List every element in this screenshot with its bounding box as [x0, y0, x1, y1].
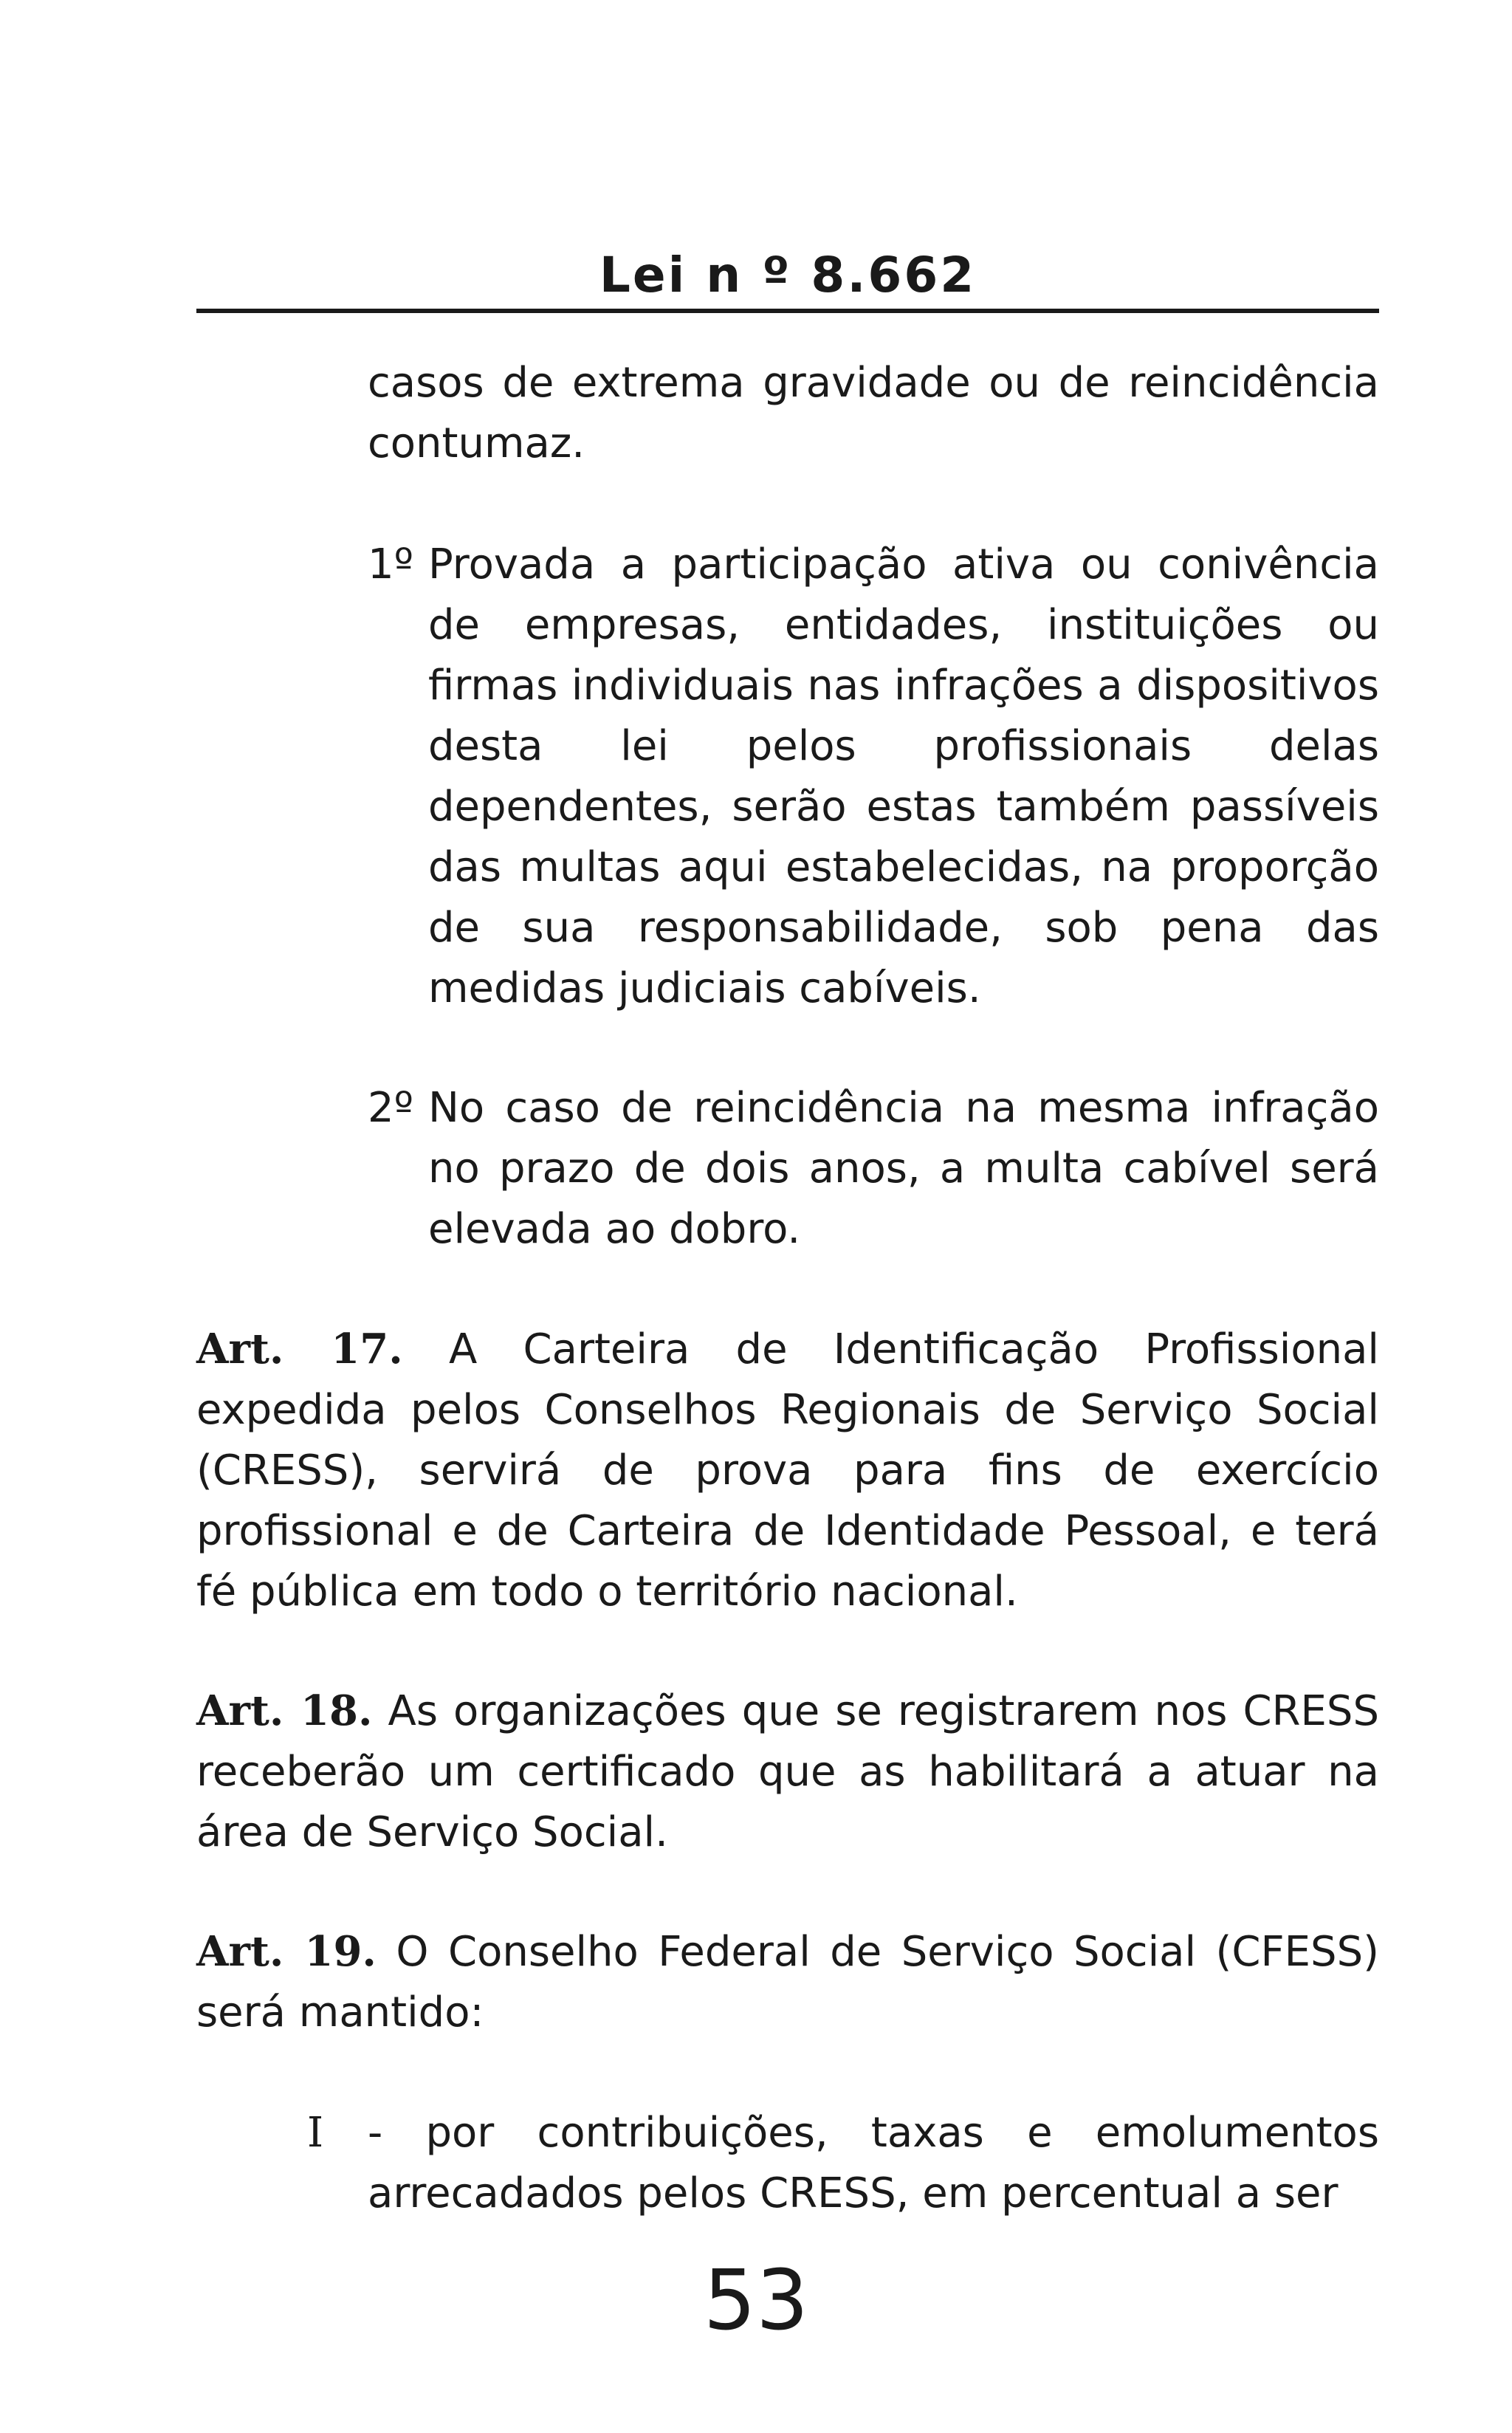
- paragraph-1-text: Provada a participação ativa ou conivência de empresas, entidades, instituições ou firmas individuais nas infrações a dispositivos desta lei pelos profissionais delas dependentes, serão estas também passíveis das multas aqui estabelecidas, na proporção de sua responsabilidade, sob pena das medidas judiciais cabíveis.: [428, 541, 1379, 1012]
- running-header: [196, 236, 1379, 313]
- article-17: [196, 1319, 1379, 1622]
- paragraph-1: [368, 535, 1379, 1019]
- paragraph-2-text: No caso de reincidência na mesma infração no prazo de dois anos, a multa cabível será elevada ao dobro.: [428, 1084, 1379, 1253]
- article-19-label: Art. 19.: [196, 1927, 377, 1976]
- article-17-label: Art. 17.: [196, 1325, 403, 1373]
- paragraph-2-number: 2º: [368, 1084, 414, 1132]
- paragraph-2: [368, 1078, 1379, 1260]
- list-item-text: - por contribuições, taxas e emolumentos arrecadados pelos CRESS, em percentual a ser: [368, 2109, 1379, 2217]
- article-17-text: A Carteira de Identificação Profissional expedida pelos Conselhos Regionais de Serviço Social (CRESS), servirá de prova para fins de exercício profissional e de Carteira de Identidade Pessoal, e terá fé pública em todo o território nacional.: [196, 1325, 1379, 1616]
- list-item-numeral: I: [307, 2109, 324, 2157]
- law-title: Lei n º 8.662: [599, 247, 977, 303]
- article-18-label: Art. 18.: [196, 1686, 373, 1735]
- article-18-text: As organizações que se registrarem nos CRESS receberão um certificado que as habilitará a atuar na área de Serviço Social.: [196, 1687, 1379, 1856]
- article-19-text: O Conselho Federal de Serviço Social (CFESS) será mantido:: [196, 1928, 1379, 2036]
- list-item-i: [307, 2103, 1379, 2224]
- article-19: [196, 1921, 1379, 2043]
- page-number: 53: [703, 2253, 809, 2349]
- article-18: [196, 1681, 1379, 1863]
- paragraph-1-number: 1º: [368, 541, 414, 588]
- continuation-text: casos de extrema gravidade ou de reincidência contumaz.: [368, 359, 1379, 467]
